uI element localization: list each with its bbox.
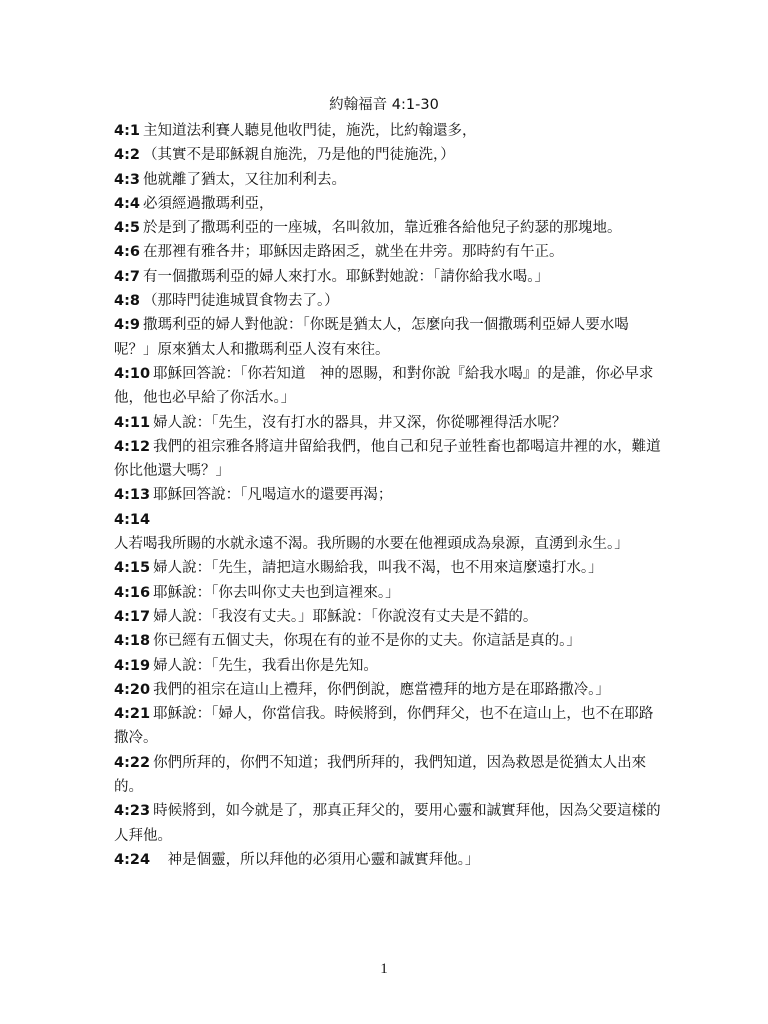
verse-text: 在那裡有雅各井；耶穌因走路困乏，就坐在井旁。那時約有午正。 <box>142 244 564 261</box>
verse-4-3 <box>114 168 662 192</box>
verse-4-12 <box>114 435 662 484</box>
verse-4-20 <box>114 678 662 702</box>
verse-4-2 <box>114 143 662 167</box>
verse-ref: 4:3 <box>114 171 140 188</box>
verse-ref: 4:9 <box>114 317 140 334</box>
verse-text: 必須經過撒瑪利亞， <box>142 195 274 212</box>
verse-ref: 4:19 <box>114 657 151 674</box>
verse-text: 於是到了撒瑪利亞的一座城，名叫敘加，靠近雅各給他兒子約瑟的那塊地。 <box>142 220 622 237</box>
verse-4-16 <box>114 581 662 605</box>
verse-4-18 <box>114 629 662 653</box>
verse-text: 婦人說：「先生，請把這水賜給我，叫我不渴，也不用來這麼遠打水。」 <box>153 560 603 577</box>
verse-ref: 4:15 <box>114 560 151 577</box>
verse-text: 耶穌回答說：「凡喝這水的還要再渴； <box>153 487 393 504</box>
verse-list <box>114 119 662 872</box>
verse-ref: 4:13 <box>114 487 151 504</box>
verse-text: 耶穌回答說：「你若知道 神的恩賜，和對你說『給我水喝』的是誰，你必早求他，他也必早給了你活水。」 <box>114 365 654 407</box>
verse-text: （那時門徒進城買食物去了。） <box>142 293 339 310</box>
verse-ref: 4:8 <box>114 293 140 310</box>
verse-text: 人若喝我所賜的水就永遠不渴。我所賜的水要在他裡頭成為泉源，直湧到永生。」 <box>114 536 629 553</box>
verse-4-23 <box>114 799 662 848</box>
verse-4-24 <box>114 848 662 872</box>
verse-text: 婦人說：「先生，我看出你是先知。 <box>153 657 378 674</box>
verse-ref: 4:20 <box>114 681 151 698</box>
verse-text: 耶穌說：「婦人，你當信我。時候將到，你們拜父，也不在這山上，也不在耶路撒冷。 <box>114 706 654 747</box>
verse-ref: 4:11 <box>114 414 151 431</box>
verse-text: 神是個靈，所以拜他的必須用心靈和誠實拜他。」 <box>153 851 480 868</box>
page-number: 1 <box>380 961 388 977</box>
verse-text: 婦人說：「我沒有丈夫。」耶穌說：「你說沒有丈夫是不錯的。 <box>153 608 538 625</box>
verse-ref: 4:18 <box>114 633 151 650</box>
verse-text: （其實不是耶穌親自施洗，乃是他的門徒施洗，） <box>142 147 455 164</box>
verse-ref: 4:10 <box>114 365 151 382</box>
verse-4-7 <box>114 265 662 289</box>
verse-ref: 4:2 <box>114 147 140 164</box>
verse-text: 婦人說：「先生，沒有打水的器具，井又深，你從哪裡得活水呢？ <box>153 414 567 431</box>
verse-ref: 4:22 <box>114 754 151 771</box>
verse-ref: 4:4 <box>114 195 140 212</box>
verse-4-4 <box>114 192 662 216</box>
verse-4-14 <box>114 508 662 557</box>
verse-4-5 <box>114 216 662 240</box>
verse-4-6 <box>114 240 662 264</box>
page-title: 約翰福音 4:1-30 <box>329 97 439 113</box>
verse-4-13 <box>114 483 662 507</box>
verse-ref: 4:7 <box>114 268 140 285</box>
verse-4-21 <box>114 702 662 751</box>
verse-4-19 <box>114 654 662 678</box>
verse-text: 我們的祖宗在這山上禮拜，你們倒說，應當禮拜的地方是在耶路撒冷。」 <box>153 681 610 698</box>
verse-text: 主知道法利賽人聽見他收門徒，施洗，比約翰還多， <box>142 123 477 139</box>
verse-text: 時候將到，如今就是了，那真正拜父的，要用心靈和誠實拜他，因為父要這樣的人拜他。 <box>114 803 661 844</box>
verse-ref: 4:1 <box>114 123 140 139</box>
verse-text: 有一個撒瑪利亞的婦人來打水。耶穌對她說：「請你給我水喝。」 <box>142 268 549 285</box>
verse-4-15 <box>114 556 662 580</box>
verse-text: 你們所拜的，你們不知道；我們所拜的，我們知道，因為救恩是從猶太人出來的。 <box>114 754 647 796</box>
verse-ref: 4:12 <box>114 438 151 455</box>
verse-4-9 <box>114 313 662 362</box>
verse-text: 耶穌說：「你去叫你丈夫也到這裡來。」 <box>153 584 400 601</box>
verse-ref: 4:21 <box>114 706 151 723</box>
verse-ref: 4:17 <box>114 608 151 625</box>
verse-4-17 <box>114 605 662 629</box>
verse-ref: 4:5 <box>114 220 140 237</box>
verse-ref: 4:14 <box>114 511 151 528</box>
verse-4-11 <box>114 411 662 435</box>
verse-ref: 4:16 <box>114 584 151 601</box>
verse-text: 他就離了猶太，又往加利利去。 <box>142 171 346 188</box>
verse-4-8 <box>114 289 662 313</box>
verse-text: 撒瑪利亞的婦人對他說：「你既是猶太人，怎麼向我一個撒瑪利亞婦人要水喝呢？」原來猶太人和撒瑪利亞人沒有來往。 <box>114 317 629 358</box>
verse-ref: 4:24 <box>114 851 151 868</box>
verse-4-1 <box>114 119 662 143</box>
verse-4-10 <box>114 362 662 411</box>
verse-4-22 <box>114 751 662 800</box>
verse-text: 你已經有五個丈夫，你現在有的並不是你的丈夫。你這話是真的。」 <box>153 633 581 650</box>
verse-ref: 4:6 <box>114 244 140 261</box>
verse-text: 我們的祖宗雅各將這井留給我們，他自己和兒子並牲畜也都喝這井裡的水，難道你比他還大嗎？」 <box>114 438 661 480</box>
verse-ref: 4:23 <box>114 803 151 820</box>
